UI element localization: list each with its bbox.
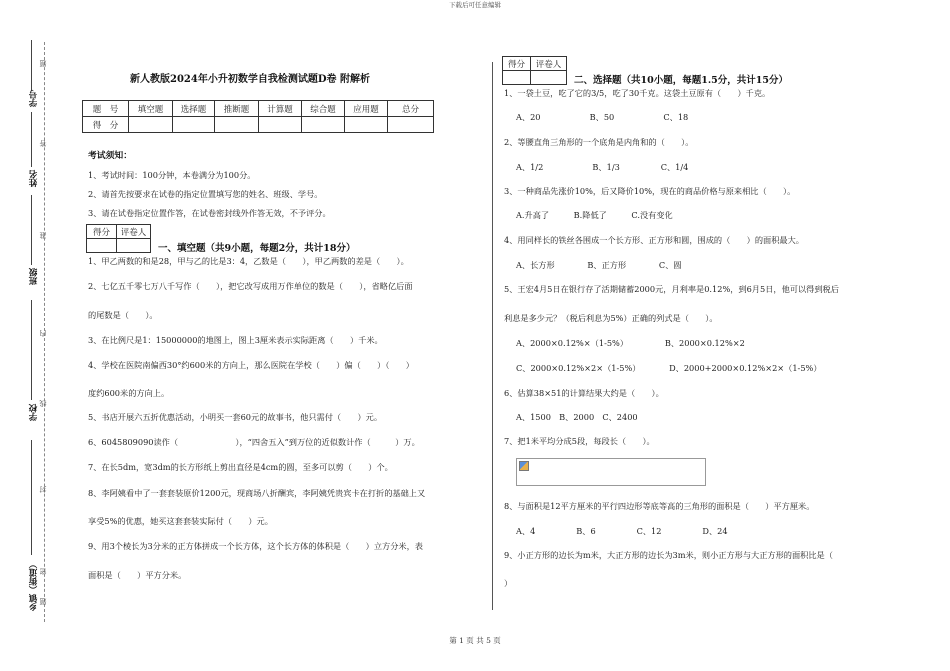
question-line: 9、小正方形的边长为m米，大正方形的边长为3m米，则小正方形与大正方形的面积比是（ [504, 550, 833, 560]
question-line: 4、学校在医院南偏西30°约600米的方向上，那么医院在学校（ ）偏（ ）（ ） [88, 360, 414, 370]
binding-label-name: 姓名 [29, 170, 39, 187]
option-line: A、20 B、50 C、18 [516, 112, 689, 122]
score-cell[interactable] [388, 117, 434, 133]
seal-char: 题 [39, 598, 47, 605]
option-line: A.升高了 B.降低了 C.没有变化 [516, 210, 673, 220]
binding-field-school[interactable] [31, 300, 32, 400]
grader-box-label: 评卷人 [531, 57, 567, 71]
question-line: 1、一袋土豆，吃了它的3/5，吃了30千克。这袋土豆原有（ ）千克。 [504, 88, 771, 98]
question-line: ） [504, 578, 513, 588]
option-line: C、2000×0.12%×2×（1-5%） D、2000+2000×0.12%×2×（1-5%） [516, 363, 822, 373]
grader-box-cell[interactable] [87, 239, 117, 253]
grader-box-cell[interactable] [503, 71, 531, 85]
section1-heading: 一、填空题（共9小题，每题2分，共计18分） [158, 243, 356, 254]
notice-item: 2、请首先按要求在试卷的指定位置填写您的姓名、班级、学号。 [88, 189, 323, 199]
question-line: 1、甲乙两数的和是28，甲与乙的比是3：4，乙数是（ ），甲乙两数的差是（ ）。 [88, 256, 409, 266]
option-line: A、2000×0.12%×（1-5%） B、2000×0.12%×2 [516, 338, 745, 348]
question-line: 利息是多少元？（税后利息为5%）正确的列式是（ ）。 [504, 313, 718, 323]
question-line: 3、在比例尺是1：15000000的地图上，图上3厘米表示实际距离（ ）千米。 [88, 335, 383, 345]
question-line: 4、用同样长的铁丝各围成一个长方形、正方形和圆，围成的（ ）的面积最大。 [504, 235, 804, 245]
notice-heading: 考试须知： [88, 151, 132, 161]
question-line: 享受5%的优惠，她买这套套装实际付（ ）元。 [88, 516, 273, 526]
option-line: A、1/2 B、1/3 C、1/4 [516, 162, 689, 172]
option-line: A、4 B、6 C、12 D、24 [516, 526, 728, 536]
question-line: 2、七亿五千零七万八千写作（ ），把它改写成用万作单位的数是（ ），省略亿后面 [88, 281, 413, 291]
score-table-header: 推断题 [215, 101, 259, 117]
score-table-header: 题 号 [83, 101, 129, 117]
score-table-header: 计算题 [259, 101, 302, 117]
notice-item: 1、考试时间：100分钟，本卷满分为100分。 [88, 170, 256, 180]
question-line: 7、把1米平均分成5段，每段长（ ）。 [504, 436, 655, 446]
grader-box-label: 得分 [87, 225, 117, 239]
grader-box-cell[interactable] [117, 239, 151, 253]
score-cell[interactable] [129, 117, 173, 133]
question-line: 8、与面积是12平方厘米的平行四边形等底等高的三角形的面积是（ ）平方厘米。 [504, 501, 815, 511]
option-line: A、1500 B、2000 C、2400 [516, 412, 638, 422]
grader-box-section2 [502, 56, 567, 85]
question-line: 5、王宏4月5日在银行存了活期储蓄2000元，月利率是0.12%，到6月5日，他可以得到税后 [504, 284, 839, 294]
score-cell[interactable] [259, 117, 302, 133]
binding-field-name[interactable] [31, 112, 32, 167]
grader-box-label: 得分 [503, 57, 531, 71]
section2-heading: 二、选择题（共10小题，每题1.5分，共计15分） [574, 75, 788, 86]
header-note: 下载后可任意编辑 [449, 1, 501, 9]
option-line: A、长方形 B、正方形 C、圆 [516, 260, 682, 270]
missing-image-placeholder [516, 458, 706, 486]
grader-box-section1 [86, 224, 151, 253]
question-line: 3、一种商品先涨价10%，后又降价10%，现在的商品价格与原来相比（ ）。 [504, 186, 796, 196]
score-cell[interactable] [215, 117, 259, 133]
score-table-header: 选择题 [173, 101, 215, 117]
score-cell[interactable] [173, 117, 215, 133]
seal-char: 密 [39, 568, 47, 575]
score-table-header: 填空题 [129, 101, 173, 117]
grader-box-cell[interactable] [531, 71, 567, 85]
score-cell[interactable] [345, 117, 388, 133]
question-line: 9、用3个棱长为3分米的正方体拼成一个长方体，这个长方体的体积是（ ）立方分米，表 [88, 541, 423, 551]
broken-image-icon [519, 461, 529, 471]
seal-char: 封 [39, 486, 47, 493]
seal-char: 内 [39, 330, 47, 337]
seal-char: 答 [39, 140, 47, 147]
question-line: 的尾数是（ ）。 [88, 310, 158, 320]
notice-item: 3、请在试卷指定位置作答，在试卷密封线外作答无效，不予评分。 [88, 208, 331, 218]
binding-field-class[interactable] [31, 195, 32, 265]
question-line: 7、在长5dm，宽3dm的长方形纸上剪出直径是4cm的圆，至多可以剪（ ）个。 [88, 462, 393, 472]
score-table-header: 综合题 [302, 101, 345, 117]
score-table-header: 应用题 [345, 101, 388, 117]
question-line: 6、估算38×51的计算结果大约是（ ）。 [504, 388, 664, 398]
seal-char: 线 [39, 400, 47, 407]
question-line: 面积是（ ）平方分米。 [88, 570, 187, 580]
binding-label-student-id: 学号 [29, 90, 39, 107]
score-cell[interactable] [302, 117, 345, 133]
seal-char: 准 [39, 232, 47, 239]
binding-field-town[interactable] [31, 440, 32, 555]
page-number: 第 1 页 共 5 页 [449, 636, 501, 645]
score-table [82, 100, 434, 133]
exam-title: 新人教版2024年小升初数学自我检测试题D卷 附解析 [130, 74, 370, 85]
question-line: 8、李阿姨看中了一套套装原价1200元，现商场八折酬宾，李阿姨凭贵宾卡在打折的基础上又 [88, 488, 426, 498]
question-line: 5、书店开展六五折优惠活动，小明买一套60元的故事书，他只需付（ ）元。 [88, 412, 383, 422]
score-table-row-label: 得 分 [83, 117, 129, 133]
binding-label-class: 班级 [29, 268, 39, 285]
score-table-header: 总分 [388, 101, 434, 117]
seal-char: 题 [39, 60, 47, 67]
binding-label-town: 乡镇（街道） [29, 560, 39, 611]
question-line: 2、等腰直角三角形的一个底角是内角和的（ ）。 [504, 137, 694, 147]
binding-label-school: 学校 [29, 404, 39, 421]
binding-field-student-id[interactable] [31, 40, 32, 90]
column-divider [492, 62, 493, 610]
question-line: 6、6045809090读作（ ），“四舍五入”到万位的近似数计作（ ）万。 [88, 437, 420, 447]
question-line: 度约600米的方向上。 [88, 388, 170, 398]
grader-box-label: 评卷人 [117, 225, 151, 239]
